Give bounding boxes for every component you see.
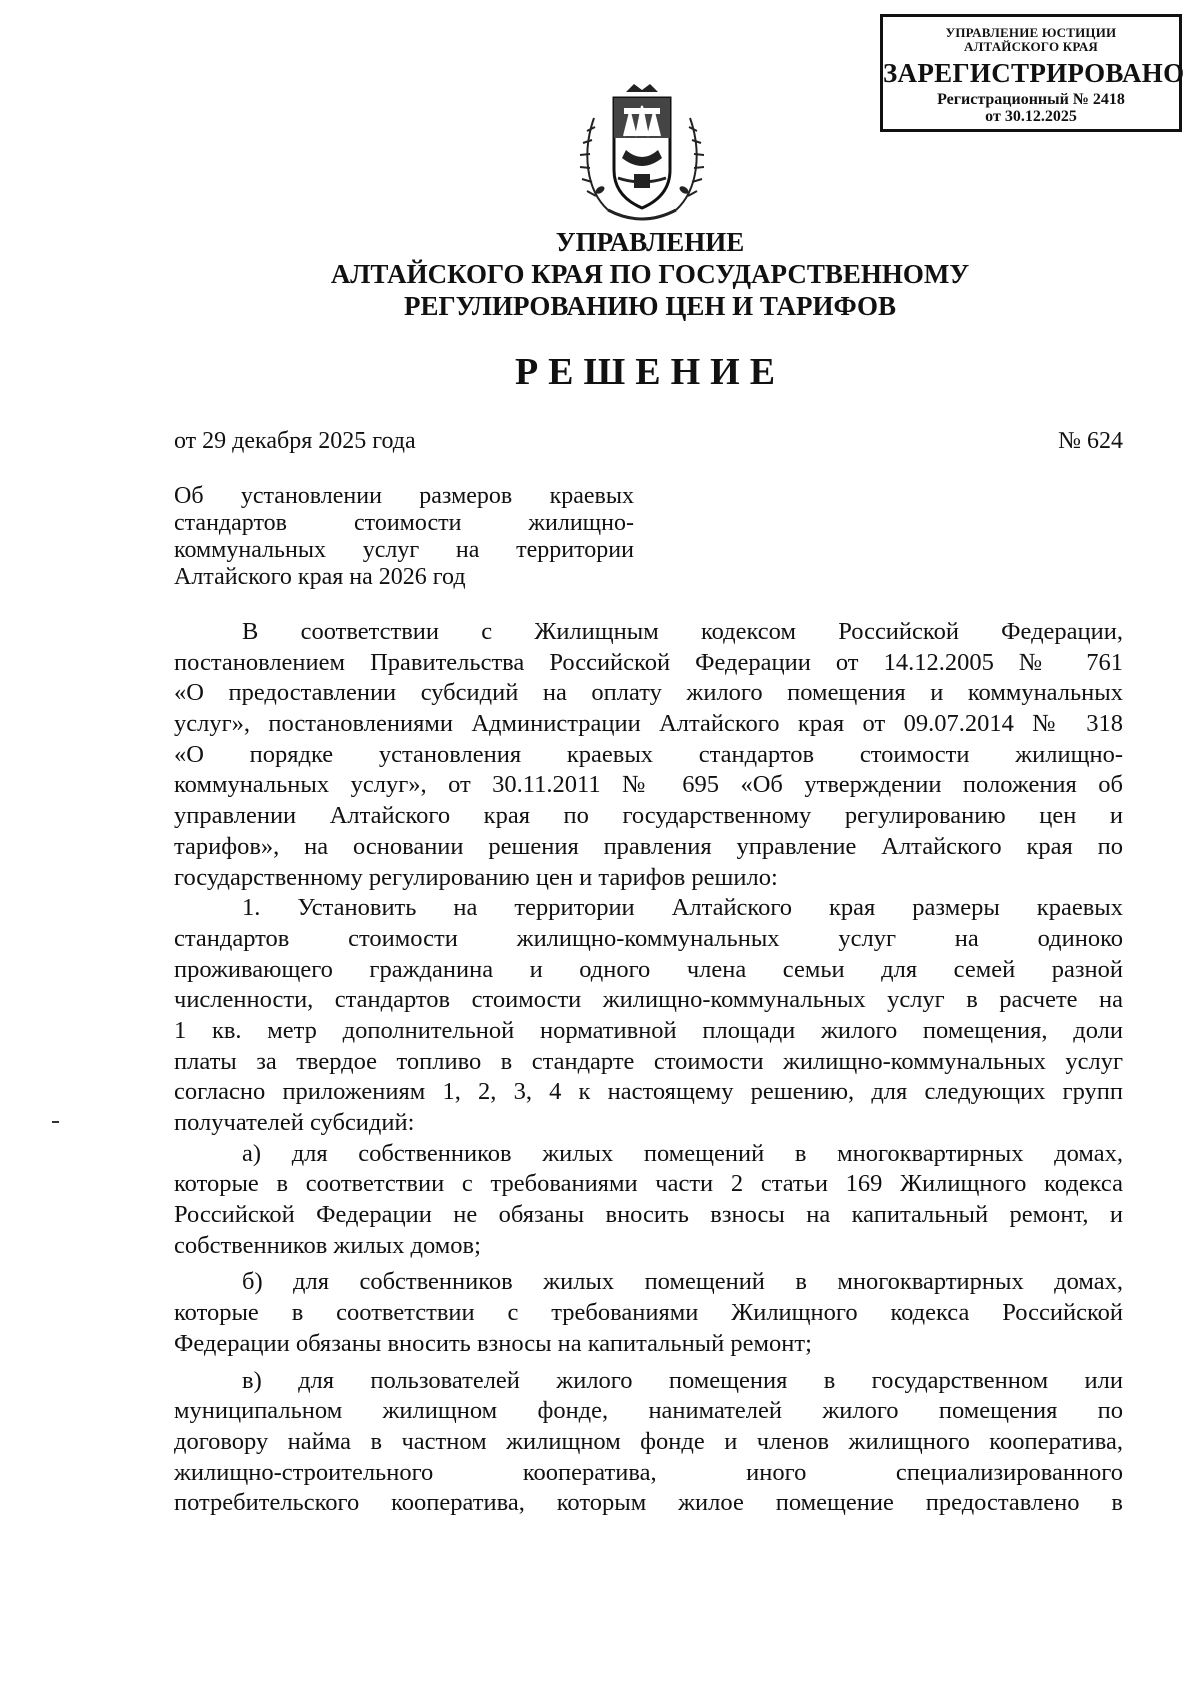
altai-krai-coat-of-arms-icon <box>578 78 706 228</box>
body-line: платы за твердое топливо в стандарте стоимости жилищно-коммунальных услуг <box>174 1047 1123 1075</box>
body-line: муниципальном жилищном фонде, нанимателей жилого помещения по <box>174 1397 1123 1425</box>
body-line: государственному регулированию цен и тарифов решило: <box>174 863 778 891</box>
stamp-org <box>883 26 1179 53</box>
body-line: тарифов», на основании решения правления управление Алтайского края по <box>174 832 1123 860</box>
scan-mark <box>52 1121 59 1123</box>
body-line: 1 кв. метр дополнительной нормативной площади жилого помещения, доли <box>174 1016 1123 1044</box>
body-line: численности, стандартов стоимости жилищно-коммунальных услуг в расчете на <box>174 986 1123 1014</box>
body-line: услуг», постановлениями Администрации Алтайского края от 09.07.2014 № 318 <box>174 710 1123 738</box>
stamp-org-line: УПРАВЛЕНИЕ ЮСТИЦИИ <box>945 25 1117 40</box>
body-line: потребительского кооператива, которым жилое помещение предоставлено в <box>174 1489 1123 1517</box>
body-line: управлении Алтайского края по государственному регулированию цен и <box>174 802 1123 830</box>
body-line: жилищно-строительного кооператива, иного специализированного <box>174 1458 1123 1486</box>
body-line: Федерации обязаны вносить взносы на капитальный ремонт; <box>174 1329 812 1357</box>
authority-line: УПРАВЛЕНИЕ <box>555 227 745 257</box>
body-line: «О предоставлении субсидий на оплату жилого помещения и коммунальных <box>174 679 1123 707</box>
document-type: РЕШЕНИЕ <box>514 351 786 393</box>
document-date: от 29 декабря 2025 года <box>174 428 416 454</box>
authority-line: АЛТАЙСКОГО КРАЯ ПО ГОСУДАРСТВЕННОМУ <box>330 259 970 289</box>
subject-line: коммунальных услуг на территории <box>174 537 634 563</box>
stamp-org-line: АЛТАЙСКОГО КРАЯ <box>964 38 1098 54</box>
body-line: а) для собственников жилых помещений в многоквартирных домах, <box>242 1139 1123 1167</box>
document-subject <box>174 483 634 591</box>
body-line: получателей субсидий: <box>174 1109 415 1136</box>
issuing-authority <box>0 226 1200 322</box>
body-line: согласно приложениям 1, 2, 3, 4 к настоящему решению, для следующих групп <box>174 1078 1123 1106</box>
body-line: В соответствии с Жилищным кодексом Российской Федерации, <box>242 618 1123 645</box>
body-line: которые в соответствии с требованиями Жилищного кодекса Российской <box>174 1299 1123 1327</box>
registration-stamp <box>880 14 1185 132</box>
subject-line: Об установлении размеров краевых <box>174 483 634 509</box>
subject-line: стандартов стоимости жилищно- <box>174 510 634 536</box>
body-line: Российской Федерации не обязаны вносить взносы на капитальный ремонт, и <box>174 1201 1123 1229</box>
body-line: 1. Установить на территории Алтайского края размеры краевых <box>242 894 1123 922</box>
body-line: «О порядке установления краевых стандартов стоимости жилищно- <box>174 740 1123 768</box>
body-line: договору найма в частном жилищном фонде и членов жилищного кооператива, <box>174 1427 1123 1455</box>
body-line: проживающего гражданина и одного члена семьи для семей разной <box>174 955 1123 983</box>
body-line: которые в соответствии с требованиями части 2 статьи 169 Жилищного кодекса <box>174 1170 1123 1198</box>
body-line: стандартов стоимости жилищно-коммунальных услуг на одиноко <box>174 924 1123 952</box>
body-line: постановлением Правительства Российской Федерации от 14.12.2005 № 761 <box>174 648 1123 676</box>
stamp-reg-number: Регистрационный № 2418 <box>937 90 1125 108</box>
body-line: б) для собственников жилых помещений в многоквартирных домах, <box>242 1268 1123 1296</box>
stamp-status: ЗАРЕГИСТРИРОВАНО <box>883 58 1185 89</box>
subject-line: Алтайского края на 2026 год <box>174 564 466 590</box>
body-line: в) для пользователей жилого помещения в государственном или <box>242 1366 1123 1394</box>
document-number: № 624 <box>1058 428 1123 454</box>
body-line: коммунальных услуг», от 30.11.2011 № 695 «Об утверждении положения об <box>174 771 1123 799</box>
authority-line: РЕГУЛИРОВАНИЮ ЦЕН И ТАРИФОВ <box>403 291 897 321</box>
stamp-reg-date: от 30.12.2025 <box>985 108 1077 126</box>
document-body <box>174 617 1123 1519</box>
body-line: собственников жилых домов; <box>174 1231 481 1259</box>
